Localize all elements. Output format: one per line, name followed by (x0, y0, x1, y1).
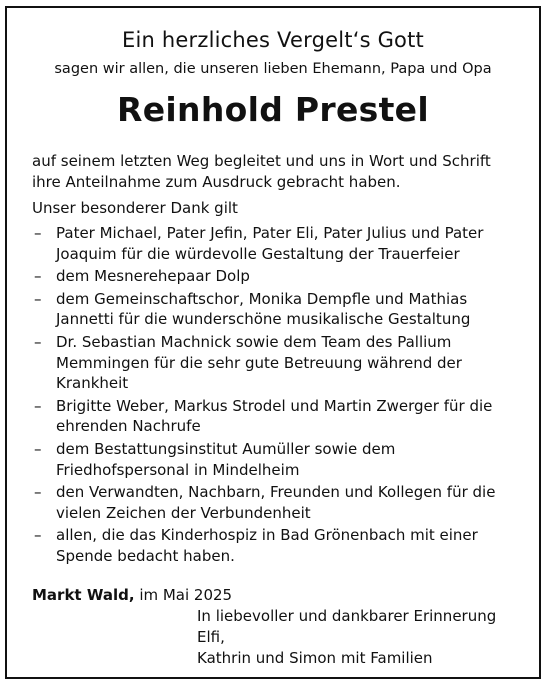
thanks-item (32, 525, 525, 566)
place-date-line (32, 586, 232, 604)
dash-bullet: – (34, 224, 42, 242)
place-name: Markt Wald, (32, 586, 135, 604)
thanks-list (32, 223, 525, 569)
thanks-intro: Unser besonderer Dank gilt (32, 199, 238, 217)
thanks-item-text: Dr. Sebastian Machnick sowie dem Team des Pallium Memmingen für die sehr gute Betreuung während der Krankheit (56, 332, 462, 393)
thanks-item (32, 332, 525, 394)
deceased-name: Reinhold Prestel (117, 90, 429, 129)
date-text: im Mai 2025 (139, 586, 233, 604)
thanks-item (32, 266, 525, 287)
thanks-item (32, 289, 525, 330)
notice-heading: Ein herzliches Vergelt‘s Gott (122, 28, 424, 52)
thanks-item-text: dem Mesnerehepaar Dolp (56, 267, 250, 286)
dash-bullet: – (34, 289, 42, 308)
thanks-item (32, 482, 525, 523)
signoff-line: Kathrin und Simon mit Familien (197, 649, 433, 667)
signoff-line: In liebevoller und dankbarer Erinnerung (197, 607, 497, 625)
thanks-item-text: dem Gemeinschaftschor, Monika Dempfle und Mathias Jannetti für die wunderschöne musikalische Gestaltung (56, 289, 471, 329)
thanks-item-text: allen, die das Kinderhospiz in Bad Grönenbach mit einer Spende bedacht haben. (56, 526, 478, 565)
thanks-item-text: dem Bestattungsinstitut Aumüller sowie dem Friedhofspersonal in Mindelheim (56, 439, 396, 479)
thanks-item (32, 223, 525, 264)
dash-bullet: – (34, 396, 42, 415)
thanks-item (32, 439, 525, 480)
dash-bullet: – (34, 483, 42, 502)
notice-subheading: sagen wir allen, die unseren lieben Ehemann, Papa und Opa (54, 61, 492, 77)
thanks-item-text: den Verwandten, Nachbarn, Freunden und Kollegen für die vielen Zeichen der Verbundenheit (56, 483, 496, 522)
obituary-notice (5, 6, 541, 679)
signoff-line: Elfi, (197, 628, 225, 646)
dash-bullet: – (34, 526, 42, 545)
thanks-item (32, 396, 525, 437)
dash-bullet: – (34, 332, 42, 351)
signoff-block (197, 606, 496, 669)
dash-bullet: – (34, 439, 42, 458)
thanks-item-text: Pater Michael, Pater Jefin, Pater Eli, Pater Julius und Pater Joaquim für die würdevolle Gestaltung der Trauerfeier (56, 224, 484, 263)
thanks-item-text: Brigitte Weber, Markus Strodel und Martin Zwerger für die ehrenden Nachrufe (56, 396, 493, 436)
intro-text: auf seinem letzten Weg begleitet und uns in Wort und Schrift ihre Anteilnahme zum Ausdruck gebracht haben. (32, 152, 491, 191)
dash-bullet: – (34, 267, 42, 286)
